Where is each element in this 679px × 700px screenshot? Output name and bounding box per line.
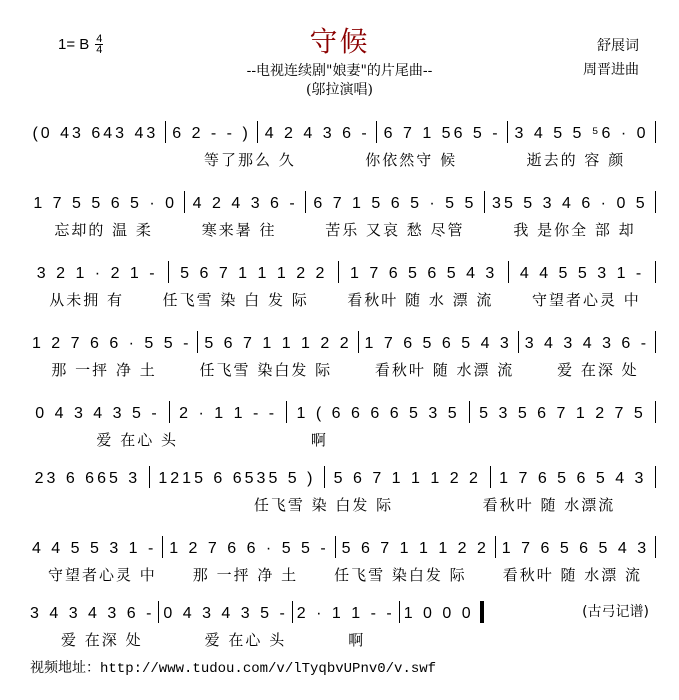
- measure: 35 5 3 4 6 · 0 5: [492, 195, 648, 212]
- notes-row: [30, 115, 660, 143]
- measure: 5 6 7 1 1 1 2 2: [180, 265, 328, 282]
- notation-credit: (古弓记谱): [582, 604, 649, 620]
- lyric-segment: 啊: [310, 431, 328, 449]
- barline: [495, 536, 496, 558]
- lyric-segment: 任飞雪 染白发 际: [334, 566, 467, 584]
- measure: 5 6 7 1 1 1 2 2: [204, 335, 352, 352]
- measure: 3 4 3 4 3 6 -: [30, 605, 155, 622]
- notes-row: [30, 185, 660, 213]
- score-line: [30, 530, 660, 592]
- measure: 1 7 5 5 6 5 · 0: [33, 195, 178, 212]
- lyric-segment: [120, 494, 210, 515]
- lyric-segment: [394, 429, 527, 450]
- lyric-segment: 逝去的 容 颜: [526, 151, 626, 169]
- lyric-segment: 看秋叶 随 水 漂 流: [347, 291, 494, 309]
- measure: 5 6 7 1 1 1 2 2: [341, 540, 489, 557]
- measure: 23 6 665 3: [34, 470, 141, 487]
- measure: 6 7 1 5 6 5 · 5 5: [313, 195, 477, 212]
- measure: 1 0 0 0: [403, 605, 474, 622]
- measure: 1215 6 6535 5 ): [158, 470, 316, 487]
- score-line: [30, 395, 660, 457]
- video-link-footer: [30, 657, 436, 677]
- lyric-segment: 爱 在深 处: [61, 631, 143, 649]
- barline: [162, 536, 163, 558]
- measure: 1 2 7 6 6 · 5 5 -: [169, 540, 329, 557]
- barline: [292, 601, 293, 623]
- notes-row: [30, 530, 660, 558]
- barline: [338, 261, 339, 283]
- lyric-segment: [100, 149, 170, 170]
- barline: [165, 121, 166, 143]
- lyrics-row: [30, 494, 660, 515]
- lyric-segment: 爱 在深 处: [557, 361, 639, 379]
- lyric-segment: 忘却的 温 柔: [54, 221, 153, 239]
- barline: [518, 331, 519, 353]
- key-label: 1= B: [58, 36, 90, 53]
- barline: [507, 121, 508, 143]
- lyrics-row: [30, 219, 660, 240]
- measure: 3 4 3 4 3 6 -: [524, 335, 650, 352]
- lyric-segment: 从未拥 有: [49, 291, 125, 309]
- score-line: [30, 185, 660, 247]
- lyric-segment: 任飞雪 染 白发 际: [253, 496, 394, 514]
- lyric-segment: [30, 149, 100, 170]
- score-line: [30, 460, 660, 522]
- lyric-segment: 你依然守 候: [365, 151, 458, 169]
- barline: [399, 601, 400, 623]
- notes-row: [30, 325, 660, 353]
- lyric-segment: 守望者心灵 中: [531, 291, 641, 309]
- measure: 2 · 1 1 - -: [296, 605, 395, 622]
- measure: 5 6 7 1 1 1 2 2: [333, 470, 481, 487]
- lyric-segment: 看秋叶 随 水漂 流: [502, 566, 642, 584]
- lyricist-credit: 舒展词: [597, 38, 639, 54]
- measure: 1 ( 6 6 6 6 5 3 5: [296, 405, 460, 422]
- barline: [335, 536, 336, 558]
- lyrics-row: [30, 429, 660, 450]
- lyric-segment: 任飞雪 染 白 发 际: [162, 291, 309, 309]
- barline: [508, 261, 509, 283]
- measure: 0 4 3 4 3 5 -: [163, 605, 288, 622]
- notes-row: [30, 395, 660, 423]
- measure: 1 7 6 5 6 5 4 3: [499, 470, 647, 487]
- measure: 0 4 3 4 3 5 -: [35, 405, 160, 422]
- measure: 3 2 1 · 2 1 -: [36, 265, 158, 282]
- barline: [469, 401, 470, 423]
- measure: 4 4 5 5 3 1 -: [31, 540, 157, 557]
- lyric-segment: 那 一抨 净 土: [192, 566, 299, 584]
- song-title: 守候: [309, 25, 370, 58]
- measure: 6 2 - - ): [172, 125, 251, 142]
- barline: [169, 401, 170, 423]
- measure: 1 7 6 5 6 5 4 3: [350, 265, 498, 282]
- barline: [324, 466, 325, 488]
- measure: 4 2 4 3 6 -: [264, 125, 370, 142]
- lyric-segment: 看秋叶 随 水漂 流: [374, 361, 515, 379]
- barline: [490, 466, 491, 488]
- lyrics-row: [30, 629, 458, 650]
- barline: [197, 331, 198, 353]
- lyric-segment: 任飞雪 染白发 际: [199, 361, 333, 379]
- measure: 1 7 6 5 6 5 4 3: [364, 335, 512, 352]
- time-sig-bottom: 4: [96, 44, 103, 56]
- score-line: [30, 115, 660, 177]
- score-line: [30, 325, 660, 387]
- barline: [655, 261, 656, 283]
- barline: [655, 401, 656, 423]
- singer-credit: (邬拉演唱): [306, 82, 373, 98]
- barline: [149, 466, 150, 488]
- measure: 1 7 6 5 6 5 4 3: [501, 540, 650, 557]
- lyric-segment: [527, 429, 660, 450]
- measure: 4 2 4 3 6 -: [192, 195, 298, 212]
- barline: [158, 601, 159, 623]
- lyric-segment: 那 一抨 净 土: [51, 361, 157, 379]
- barline: [168, 261, 169, 283]
- time-sig-top: 4: [96, 33, 103, 45]
- barline: [184, 191, 185, 213]
- barline: [484, 191, 485, 213]
- lyric-segment: 爱 在心 头: [96, 431, 178, 449]
- measure: 1 2 7 6 6 · 5 5 -: [31, 335, 192, 352]
- barline: [655, 191, 656, 213]
- lyric-segment: [396, 629, 458, 650]
- barline: [655, 536, 656, 558]
- lyrics-row: [30, 289, 660, 310]
- lyric-segment: 啊: [348, 631, 366, 649]
- measure: 3 4 5 5 ⁵6 · 0: [514, 125, 649, 142]
- barline: [655, 331, 656, 353]
- notes-row: [30, 255, 660, 283]
- video-link-label: 视频地址：: [30, 660, 100, 676]
- barline: [257, 121, 258, 143]
- lyrics-row: [30, 564, 660, 585]
- barline: [655, 121, 656, 143]
- song-subtitle: --电视连续剧"娘妻"的片尾曲--: [246, 63, 433, 79]
- barline: [305, 191, 306, 213]
- barline: [480, 601, 484, 623]
- barline: [358, 331, 359, 353]
- lyric-segment: 苦乐 又哀 愁 尽管: [325, 221, 465, 239]
- notes-row: [30, 460, 660, 488]
- measure: 6 7 1 56 5 -: [383, 125, 501, 142]
- measure: (0 43 643 43: [32, 125, 159, 142]
- lyric-segment: 守望者心灵 中: [48, 566, 157, 584]
- lyric-segment: [30, 494, 120, 515]
- video-link-url[interactable]: http://www.tudou.com/v/lTyqbvUPnv0/v.swf: [100, 661, 437, 677]
- lyrics-row: [30, 149, 660, 170]
- notes-row: [30, 595, 474, 623]
- barline: [286, 401, 287, 423]
- composer-credit: 周晋进曲: [583, 62, 639, 78]
- lyric-segment: 看秋叶 随 水漂流: [482, 496, 616, 514]
- lyric-segment: 等了那么 久: [203, 151, 296, 169]
- lyric-segment: 寒来暑 往: [201, 221, 277, 239]
- lyric-segment: 我 是你全 部 却: [513, 221, 636, 239]
- barline: [376, 121, 377, 143]
- score-line: [30, 595, 660, 657]
- measure: 5 3 5 6 7 1 2 7 5: [479, 405, 646, 422]
- lyric-segment: 爱 在心 头: [204, 631, 287, 649]
- lyrics-row: [30, 359, 660, 380]
- measure: 2 · 1 1 - -: [179, 405, 278, 422]
- measure: 4 4 5 5 3 1 -: [519, 265, 645, 282]
- score-line: [30, 255, 660, 317]
- barline: [655, 466, 656, 488]
